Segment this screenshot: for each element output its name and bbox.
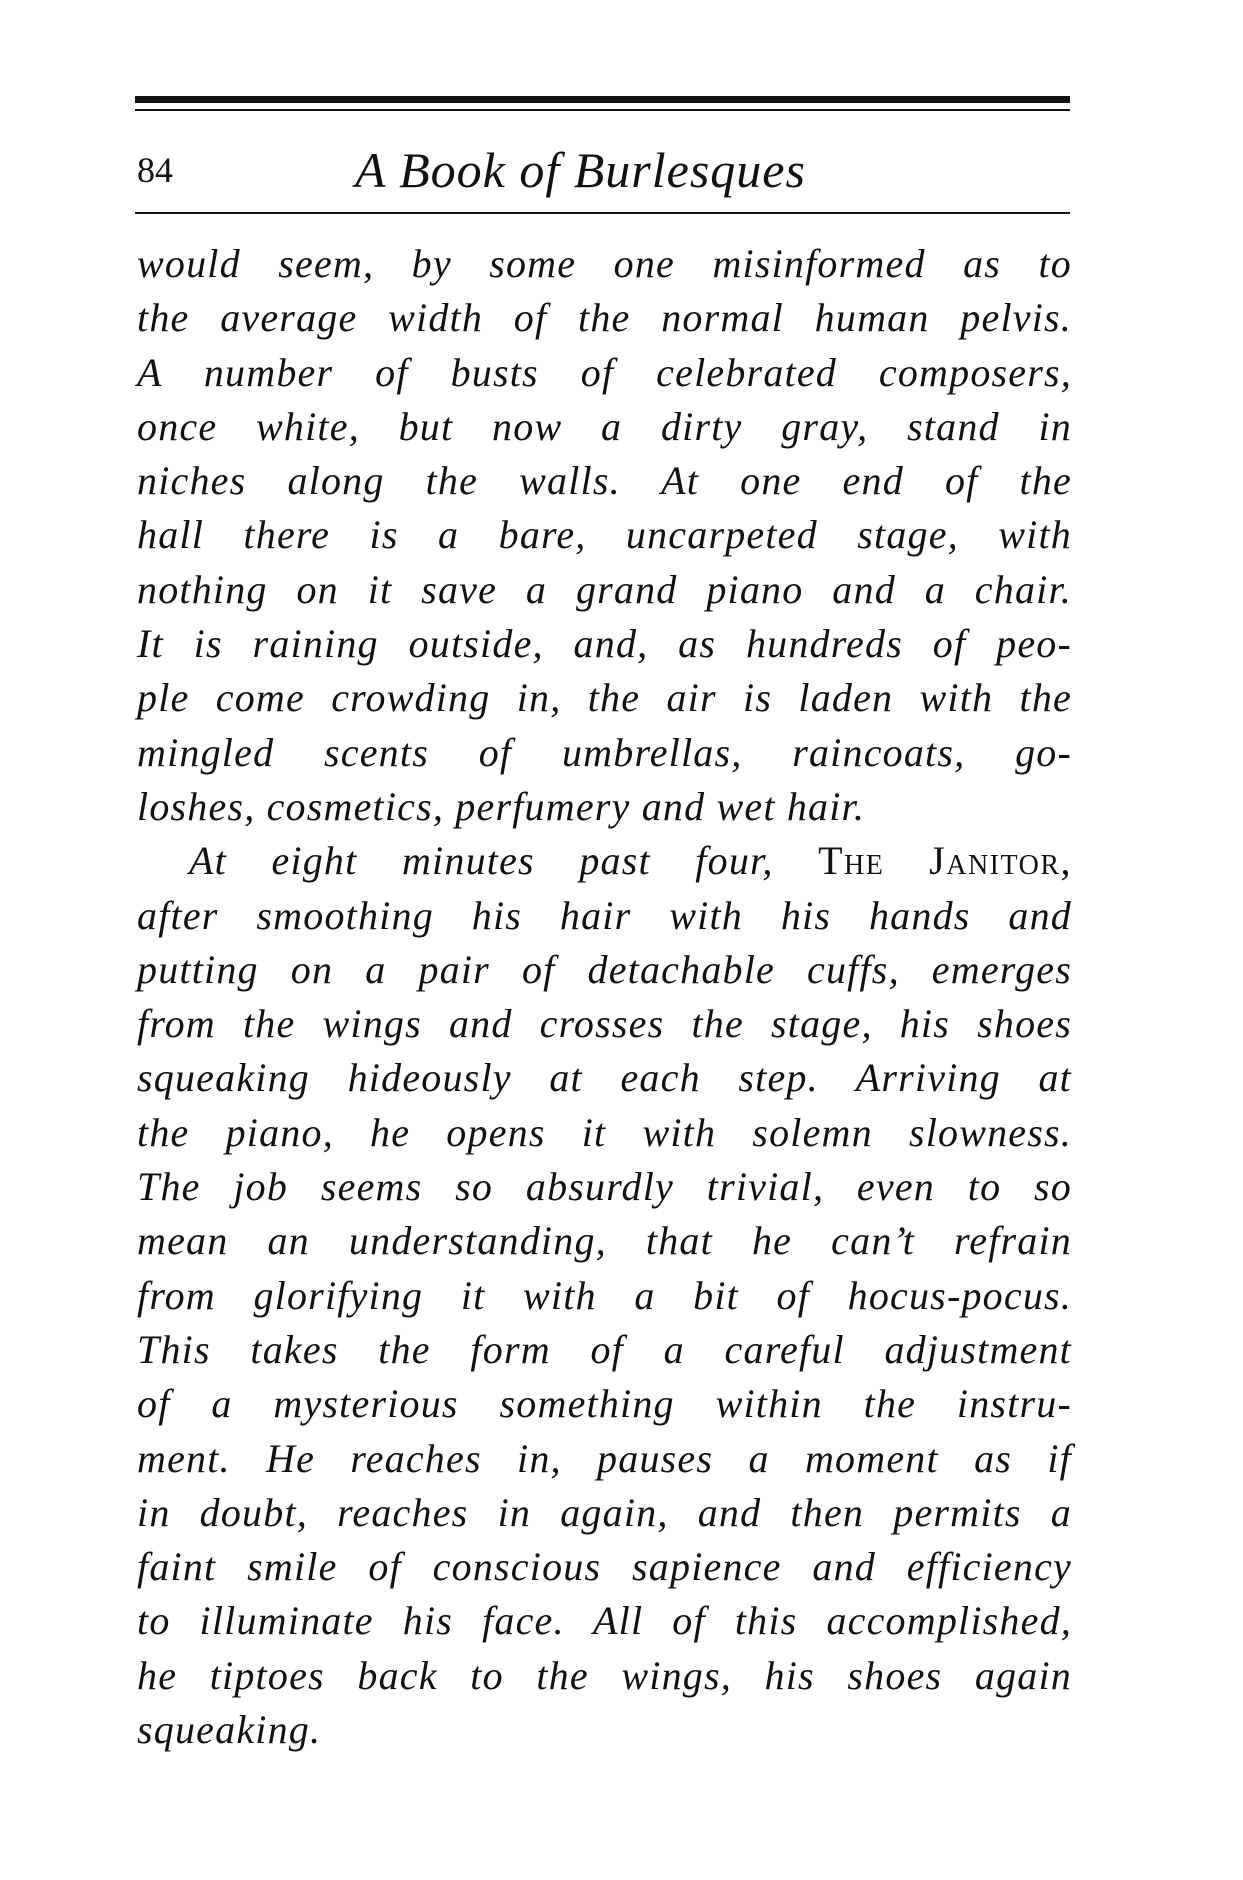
- text-line: nothing on it save a grand piano and a chair.: [137, 566, 1072, 612]
- text-line: in doubt, reaches in again, and then permits a: [137, 1489, 1072, 1535]
- text-line: from glorifying it with a bit of hocus-pocus.: [137, 1272, 1072, 1318]
- text-line: after smoothing his hair with his hands and: [137, 892, 1072, 938]
- text-line: mean an understanding, that he can’t refrain: [137, 1218, 1072, 1264]
- header-rule: [135, 212, 1070, 214]
- top-rule-thin: [135, 109, 1070, 111]
- text-line: once white, but now a dirty gray, stand in: [137, 403, 1072, 449]
- text-fragment: At eight minutes past four,: [189, 838, 774, 884]
- body-text: [137, 237, 1072, 1757]
- text-line: It is raining outside, and, as hundreds of peo-: [137, 621, 1072, 667]
- text-line: of a mysterious something within the instru-: [137, 1381, 1072, 1427]
- text-line: This takes the form of a careful adjustment: [137, 1326, 1072, 1372]
- top-rule-thick: [135, 96, 1070, 103]
- text-line: ple come crowding in, the air is laden with the: [137, 675, 1072, 721]
- text-line: squeaking.: [137, 1707, 322, 1753]
- text-line: mingled scents of umbrellas, raincoats, go-: [137, 729, 1072, 775]
- page-number: 84: [137, 150, 173, 190]
- text-line: from the wings and crosses the stage, his shoes: [137, 1001, 1072, 1047]
- text-line: he tiptoes back to the wings, his shoes again: [137, 1652, 1072, 1698]
- text-line: putting on a pair of detachable cuffs, emerges: [137, 946, 1072, 992]
- book-title: A Book of Burlesques: [355, 142, 806, 198]
- text-line: would seem, by some one misinformed as to: [137, 241, 1072, 286]
- paragraph-first-line: [137, 834, 1072, 888]
- character-name: The Janitor,: [818, 838, 1072, 884]
- text-line: squeaking hideously at each step. Arriving at: [137, 1055, 1072, 1101]
- text-line: niches along the walls. At one end of the: [137, 458, 1072, 504]
- text-line: hall there is a bare, uncarpeted stage, with: [137, 512, 1072, 558]
- text-line: the average width of the normal human pelvis.: [137, 295, 1072, 341]
- text-line: the piano, he opens it with solemn slowness.: [137, 1109, 1072, 1155]
- text-line: loshes, cosmetics, perfumery and wet hair.: [137, 783, 866, 829]
- text-line: ment. He reaches in, pauses a moment as if: [137, 1435, 1072, 1481]
- running-head: [135, 140, 1070, 200]
- text-line: The job seems so absurdly trivial, even to so: [137, 1164, 1072, 1210]
- text-line: faint smile of conscious sapience and efficiency: [137, 1544, 1072, 1590]
- text-line: A number of busts of celebrated composers,: [137, 349, 1072, 395]
- text-line: to illuminate his face. All of this accomplished,: [137, 1598, 1072, 1644]
